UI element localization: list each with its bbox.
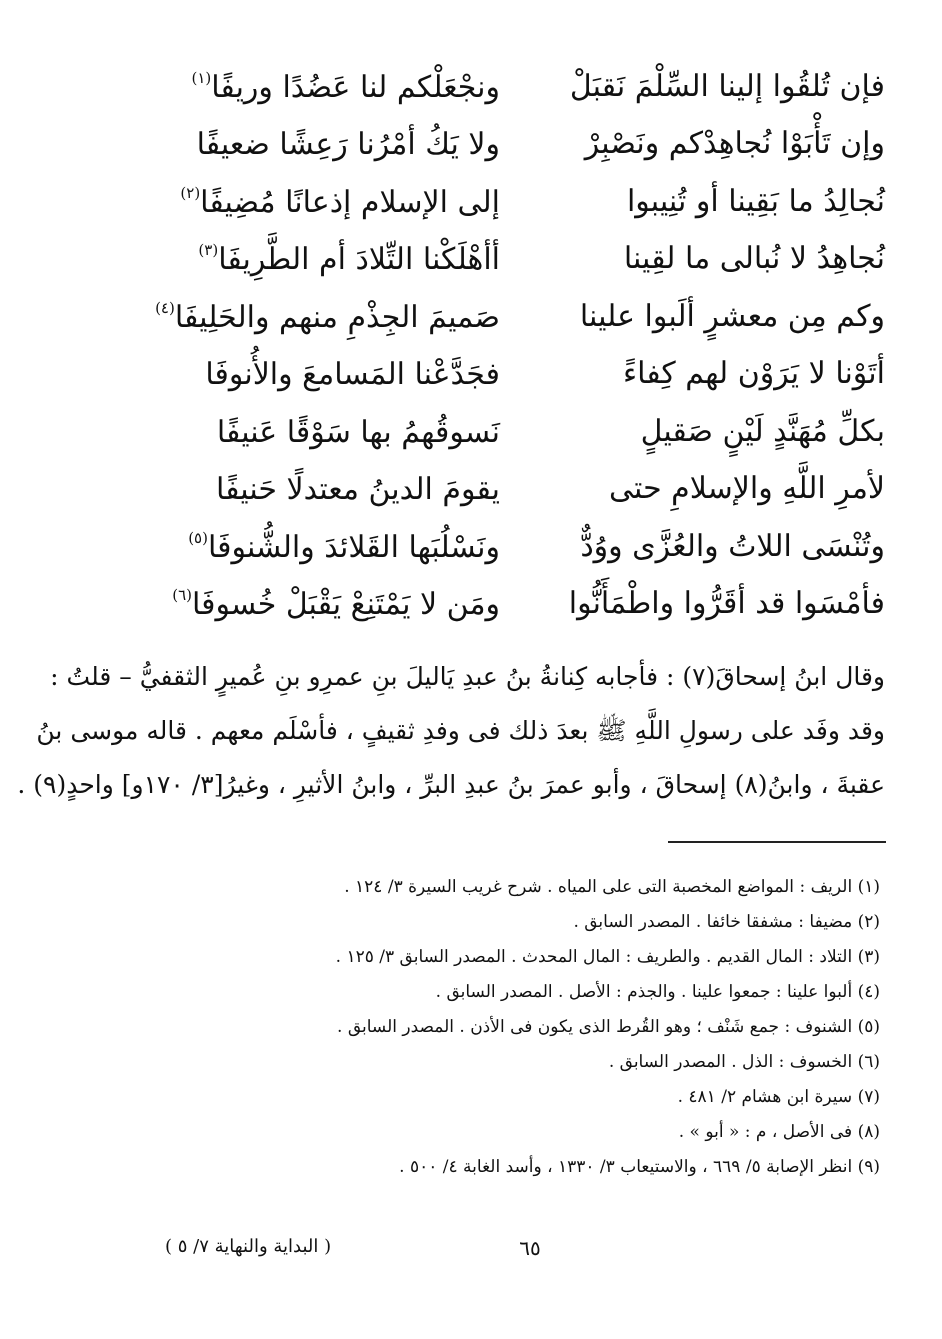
book-title: ( البداية والنهاية ٧/ ٥ )	[165, 1236, 332, 1257]
footnote-divider	[668, 841, 886, 843]
verse	[170, 518, 885, 576]
footnote: (٩) انظر الإصابة ٥/ ٦٦٩ ، والاستيعاب ٣/ ١٣٣٠ ، وأسد الغابة ٤/ ٥٠٠ .	[399, 1157, 880, 1177]
verse-second-hemistich: صَميمَ الجِذْمِ منهم والحَلِيفَا$^{(٤)}$	[155, 298, 500, 335]
verse-first-hemistich: لأمرِ اللَّهِ والإسلامِ حتى	[609, 471, 885, 507]
footnote: (٥) الشنوف : جمع شَنْف ؛ وهو القُرط الذى يكون فى الأذن . المصدر السابق .	[337, 1017, 880, 1037]
verse-first-hemistich: فأمْسَوا قد أقَرُّوا واطْمَأَنُّوا	[568, 586, 885, 622]
verse-first-hemistich: وتُنْسَى اللاتُ والعُزَّى ووُدٌّ	[580, 528, 885, 564]
footnote: (٨) فى الأصل ، م : « أبو » .	[678, 1122, 880, 1142]
verse	[170, 461, 885, 519]
footnote: (٦) الخسوف : الذل . المصدر السابق .	[608, 1052, 880, 1072]
verse-second-hemistich: ونجْعَلْكم لنا عَضُدًا وريفًا$^{(١)}$	[191, 68, 500, 105]
prose-line: وقال ابنُ إسحاقَ(٧) : فأجابه كِنانةُ بنُ عبدِ يَاليلَ بنِ عمرِو بنِ عُميرٍ الثقفيُّ – قلتُ :	[50, 662, 885, 691]
footnote-marker: (٦)	[172, 586, 192, 605]
verse-first-hemistich: أتَوْنا لا يَرَوْن لهم كِفاءً	[623, 356, 885, 392]
footnote-marker: (٢)	[180, 183, 201, 202]
prose-line: عقبةَ ، وابنُ(٨) إسحاقَ ، وأبو عمرَ بنُ عبدِ البرِّ ، وابنُ الأثيرِ ، وغيرُ[٣/ ١٧٠و] واحدٍ(٩) .	[17, 770, 885, 799]
verse	[170, 403, 885, 461]
verse-second-hemistich: ولا يَكُ أمْرُنا رَعِشًا ضعيفًا	[196, 127, 500, 163]
verse-first-hemistich: وإن تَأْبَوْا نُجاهِدْكم ونَصْبِرْ	[584, 126, 885, 162]
prose-paragraph	[17, 650, 885, 812]
verse-second-hemistich: ونَسْلُبَها القَلائدَ والشُّنوفَا$^{(٥)}$	[188, 528, 500, 565]
verse-second-hemistich: نَسوقُهمُ بها سَوْقًا عَنيفًا	[216, 414, 500, 450]
verse-second-hemistich: ومَن لا يَمْتَنِعْ يَقْبَلْ خُسوفَا$^{(٦)}$	[172, 586, 500, 623]
verse-second-hemistich: أأهْلَكْنا التِّلادَ أم الطَّرِيفَا$^{(٣)}$	[198, 241, 500, 278]
poem	[155, 58, 885, 633]
verse	[170, 116, 885, 174]
footnote-marker: (٣)	[198, 241, 219, 260]
verse	[170, 173, 885, 231]
verse-second-hemistich: فجَدَّعْنا المَسامعَ والأُنوفَا	[205, 357, 500, 393]
footnote: (٧) سيرة ابن هشام ٢/ ٤٨١ .	[677, 1087, 880, 1107]
verse-second-hemistich: إلى الإسلام إذعانًا مُضِيفًا$^{(٢)}$	[180, 183, 500, 220]
page-number: ٦٥	[519, 1236, 541, 1260]
verse-first-hemistich: بكلِّ مُهَنَّدٍ لَيْنٍ صَقيلٍ	[640, 413, 885, 449]
footnotes	[230, 870, 880, 1185]
verse-first-hemistich: نُجاهِدُ لا نُبالى ما لقِينا	[623, 241, 885, 277]
verse-first-hemistich: فإن تُلقُوا إلينا السِّلْمَ نَقبَلْ	[569, 68, 885, 104]
footnote: (٣) التلاد : المال القديم . والطريف : المال المحدث . المصدر السابق ٣/ ١٢٥ .	[335, 947, 880, 967]
verse	[155, 288, 885, 346]
prose-line: وقد وفَد على رسولِ اللَّهِ ﷺ بعدَ ذلك فى وفدِ ثقيفٍ ، فأسْلَم معهم . قاله موسى بنُ	[36, 716, 885, 745]
footnote-marker: (١)	[191, 68, 212, 87]
verse-first-hemistich: وكم مِن معشرٍ ألَبوا علينا	[579, 298, 885, 334]
verse	[170, 231, 885, 289]
footnote-marker: (٥)	[188, 528, 208, 547]
page-footer	[165, 1236, 885, 1276]
verse	[170, 58, 885, 116]
verse	[170, 346, 885, 404]
footnote: (٤) ألبوا علينا : جمعوا علينا . والجذم : الأصل . المصدر السابق .	[435, 982, 880, 1002]
verse	[170, 576, 885, 634]
footnote: (١) الريف : المواضع المخصبة التى على المياه . شرح غريب السيرة ٣/ ١٢٤ .	[344, 877, 880, 897]
verse-first-hemistich: نُجالِدُ ما بَقِينا أو تُنِيبوا	[626, 183, 885, 219]
footnote: (٢) مضيفا : مشفقا خائفا . المصدر السابق .	[573, 912, 880, 932]
verse-second-hemistich: يقومَ الدينُ معتدلًا حَنيفًا	[215, 472, 500, 508]
footnote-marker: (٤)	[155, 298, 175, 317]
